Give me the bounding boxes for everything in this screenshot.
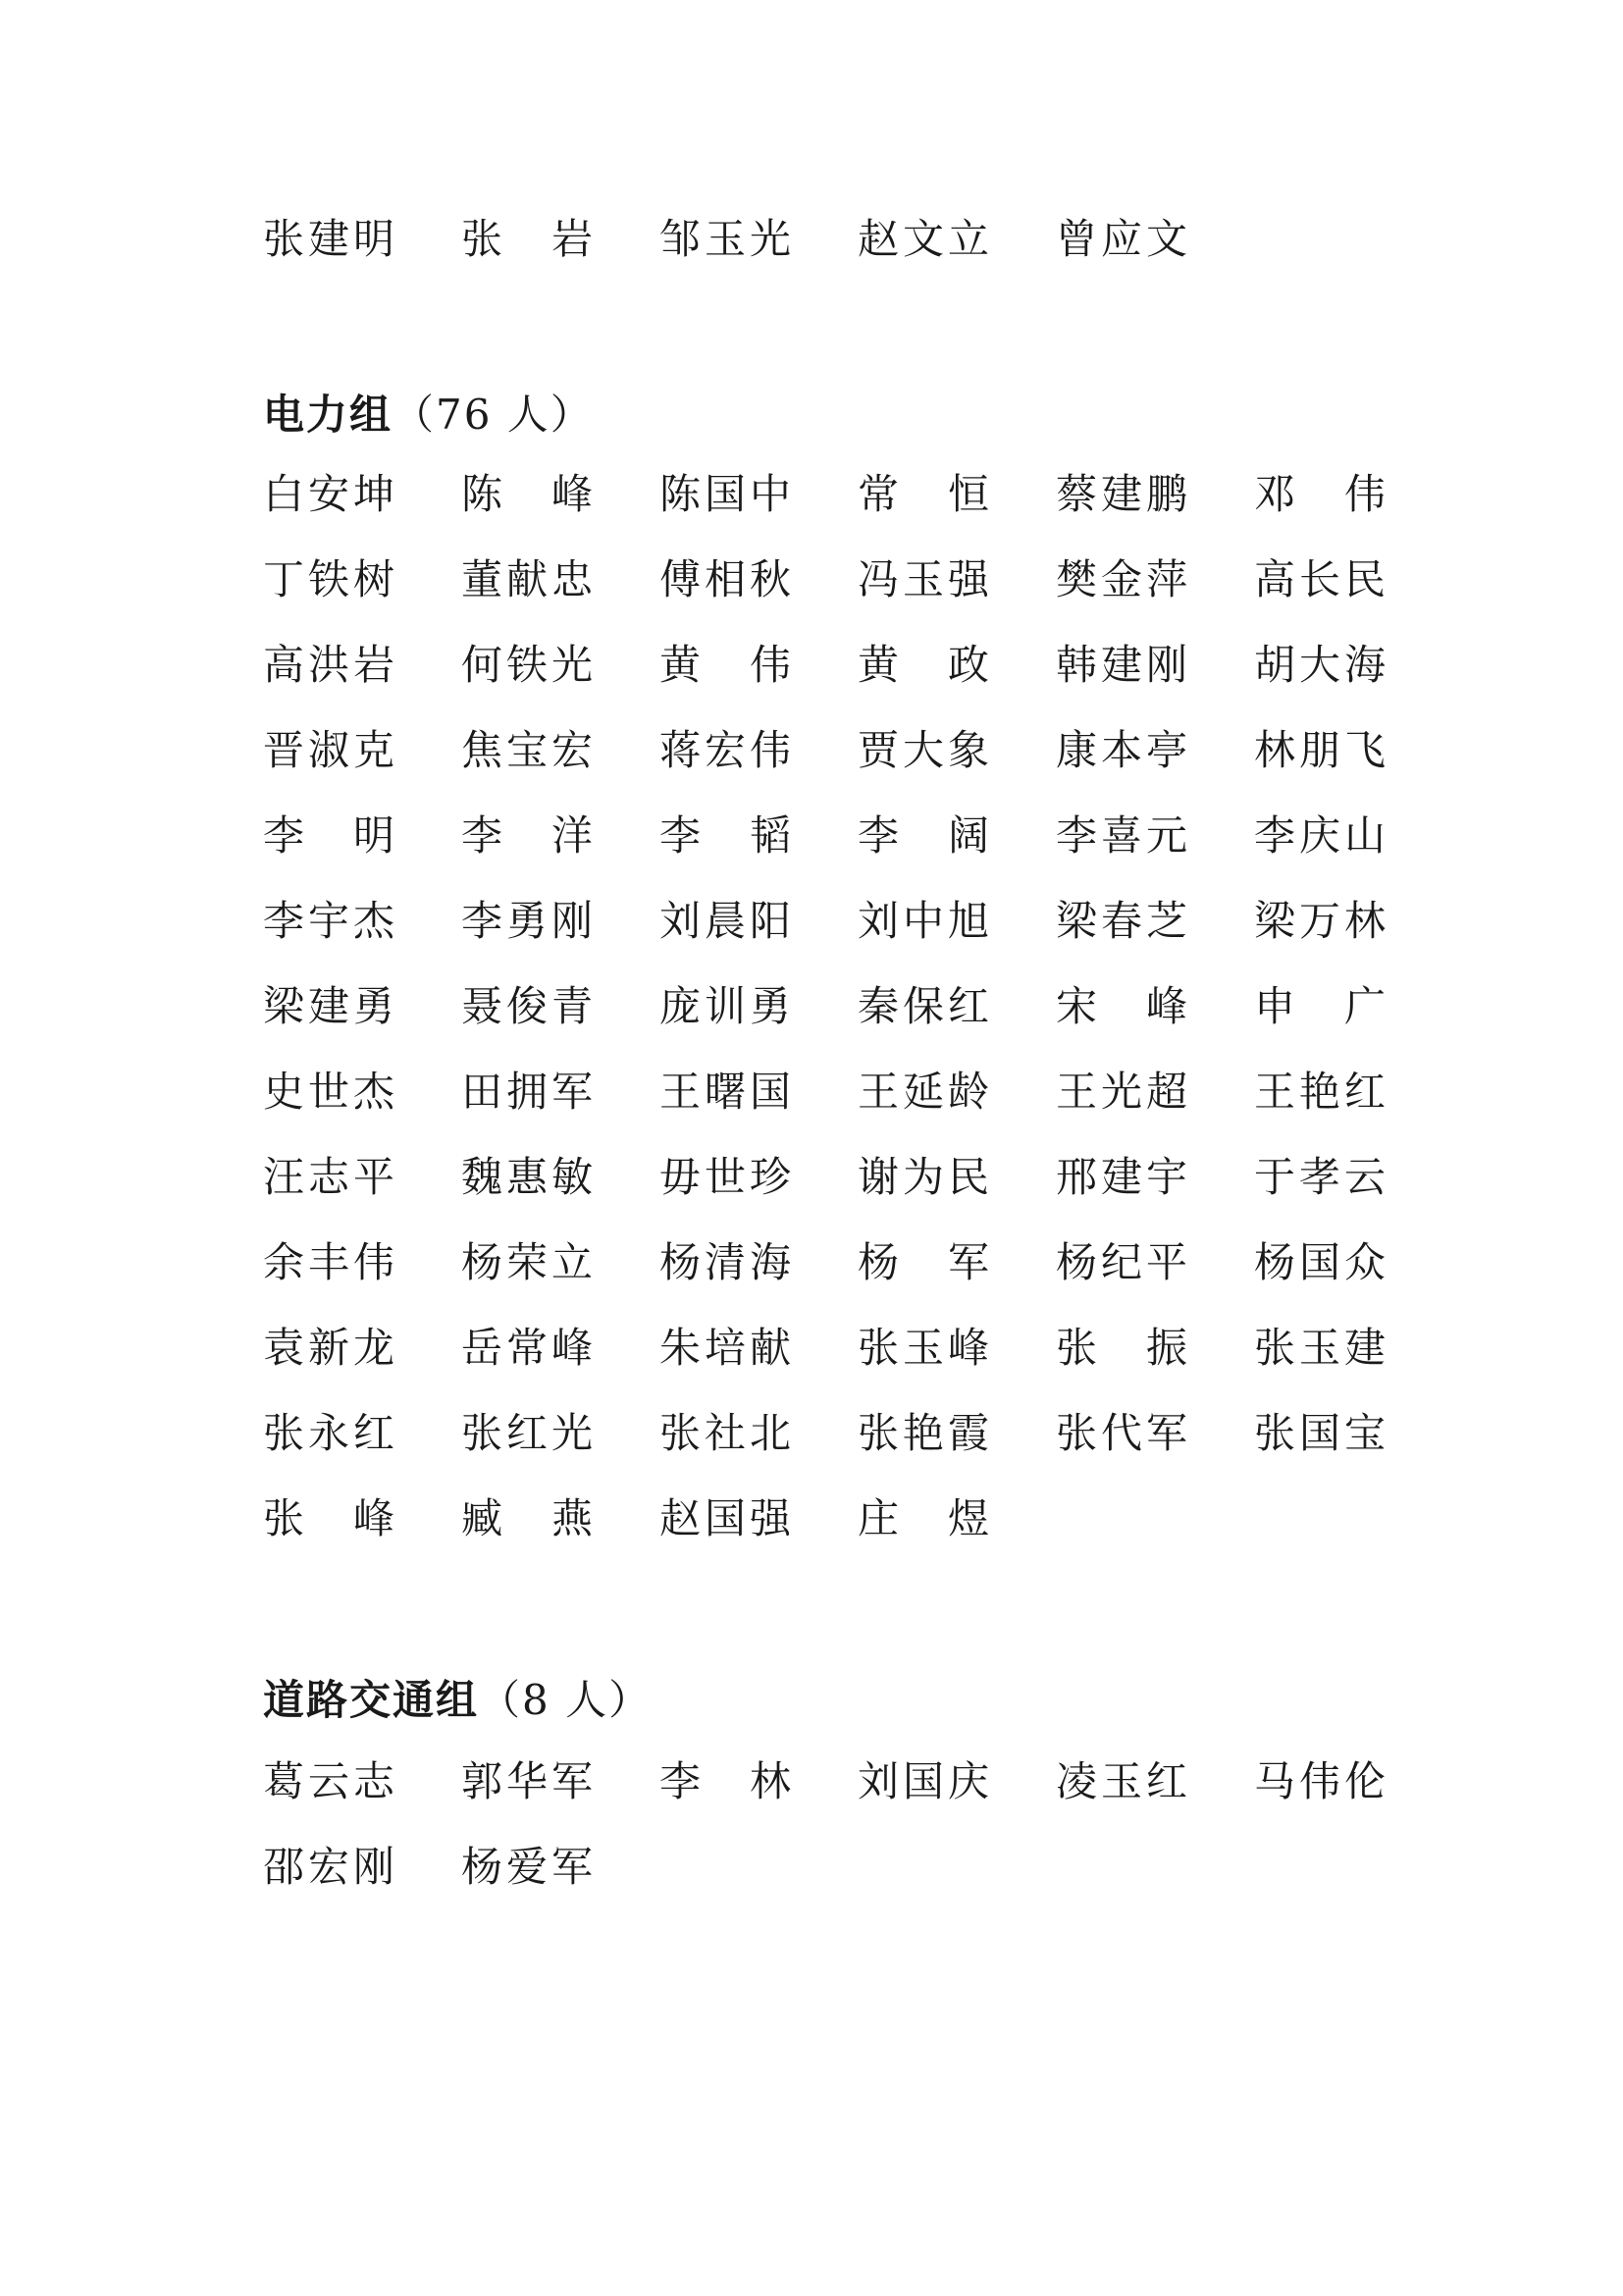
name-item: 朱培献 [659, 1324, 796, 1372]
name-item: 李 洋 [461, 811, 598, 860]
name-item: 杨清海 [659, 1238, 796, 1286]
name-item: 申 广 [1254, 982, 1390, 1030]
name-item: 张 振 [1056, 1324, 1192, 1372]
name-item: 毋世珍 [659, 1153, 796, 1201]
name-item: 李 韬 [659, 811, 796, 860]
name-item: 邓 伟 [1254, 470, 1390, 518]
name-item: 李庆山 [1254, 811, 1390, 860]
name-item: 张永红 [263, 1409, 399, 1457]
name-item: 丁铁树 [263, 555, 399, 603]
name-item: 杨荣立 [461, 1238, 598, 1286]
name-item: 王光超 [1056, 1068, 1192, 1116]
name-item: 葛云志 [263, 1757, 399, 1805]
name-item: 张社北 [659, 1409, 796, 1457]
name-item: 田拥军 [461, 1068, 598, 1116]
top-name-list [263, 196, 1452, 282]
power-name-list [263, 451, 1452, 1561]
name-item: 史世杰 [263, 1068, 399, 1116]
name-item: 胡大海 [1254, 641, 1390, 689]
name-item: 李 阔 [858, 811, 994, 860]
name-item: 蒋宏伟 [659, 726, 796, 774]
name-item: 聂俊青 [461, 982, 598, 1030]
name-item: 梁春芝 [1056, 897, 1192, 945]
name-item: 张玉建 [1254, 1324, 1390, 1372]
name-item: 岳常峰 [461, 1324, 598, 1372]
road-name-list [263, 1739, 1452, 1909]
name-item: 曾应文 [1056, 215, 1192, 263]
name-item: 陈国中 [659, 470, 796, 518]
name-item: 邢建宇 [1056, 1153, 1192, 1201]
name-item: 高洪岩 [263, 641, 399, 689]
name-item: 庄 煜 [858, 1494, 994, 1542]
name-item: 杨爱军 [461, 1843, 598, 1891]
name-item: 韩建刚 [1056, 641, 1192, 689]
name-item: 王延龄 [858, 1068, 994, 1116]
name-item: 梁万林 [1254, 897, 1390, 945]
name-item: 张 峰 [263, 1494, 399, 1542]
name-item: 张代军 [1056, 1409, 1192, 1457]
name-item: 谢为民 [858, 1153, 994, 1201]
name-item: 张艳霞 [858, 1409, 994, 1457]
name-item: 白安坤 [263, 470, 399, 518]
name-item: 梁建勇 [263, 982, 399, 1030]
name-item: 李 明 [263, 811, 399, 860]
name-item: 于孝云 [1254, 1153, 1390, 1201]
name-item: 刘中旭 [858, 897, 994, 945]
name-item: 常 恒 [858, 470, 994, 518]
name-item: 马伟伦 [1254, 1757, 1390, 1805]
name-item: 赵文立 [858, 215, 994, 263]
name-item: 张 岩 [461, 215, 598, 263]
name-item: 余丰伟 [263, 1238, 399, 1286]
name-item: 刘国庆 [858, 1757, 994, 1805]
name-item: 李勇刚 [461, 897, 598, 945]
name-item: 王曙国 [659, 1068, 796, 1116]
name-item: 林朋飞 [1254, 726, 1390, 774]
name-item: 汪志平 [263, 1153, 399, 1201]
power-group-count: （76 人） [393, 391, 594, 439]
name-item: 张国宝 [1254, 1409, 1390, 1457]
name-item: 傅相秋 [659, 555, 796, 603]
name-item: 张建明 [263, 215, 399, 263]
name-item: 贾大象 [858, 726, 994, 774]
name-item: 康本亭 [1056, 726, 1192, 774]
name-item: 黄 伟 [659, 641, 796, 689]
name-item: 何铁光 [461, 641, 598, 689]
name-item: 宋 峰 [1056, 982, 1192, 1030]
road-group-count: （8 人） [479, 1676, 653, 1724]
name-item: 樊金萍 [1056, 555, 1192, 603]
name-item: 张玉峰 [858, 1324, 994, 1372]
name-item: 黄 政 [858, 641, 994, 689]
name-item: 张红光 [461, 1409, 598, 1457]
name-item: 李喜元 [1056, 811, 1192, 860]
name-item: 赵国强 [659, 1494, 796, 1542]
name-item: 秦保红 [858, 982, 994, 1030]
road-group-title: 道路交通组 [263, 1676, 480, 1724]
name-item: 冯玉强 [858, 555, 994, 603]
power-group-heading [263, 383, 594, 442]
name-item: 杨纪平 [1056, 1238, 1192, 1286]
name-item: 臧 燕 [461, 1494, 598, 1542]
name-item: 李 林 [659, 1757, 796, 1805]
name-item: 杨国众 [1254, 1238, 1390, 1286]
name-item: 袁新龙 [263, 1324, 399, 1372]
road-group-heading [263, 1668, 652, 1727]
name-item: 陈 峰 [461, 470, 598, 518]
name-item: 邵宏刚 [263, 1843, 399, 1891]
name-item: 晋淑克 [263, 726, 399, 774]
name-item: 郭华军 [461, 1757, 598, 1805]
name-item: 凌玉红 [1056, 1757, 1192, 1805]
name-item: 蔡建鹏 [1056, 470, 1192, 518]
name-item: 董献忠 [461, 555, 598, 603]
name-item: 王艳红 [1254, 1068, 1390, 1116]
name-item: 庞训勇 [659, 982, 796, 1030]
name-item: 高长民 [1254, 555, 1390, 603]
name-item: 焦宝宏 [461, 726, 598, 774]
name-item: 杨 军 [858, 1238, 994, 1286]
name-item: 邹玉光 [659, 215, 796, 263]
name-item: 刘晨阳 [659, 897, 796, 945]
power-group-title: 电力组 [263, 391, 393, 439]
name-item: 魏惠敏 [461, 1153, 598, 1201]
name-item: 李宇杰 [263, 897, 399, 945]
